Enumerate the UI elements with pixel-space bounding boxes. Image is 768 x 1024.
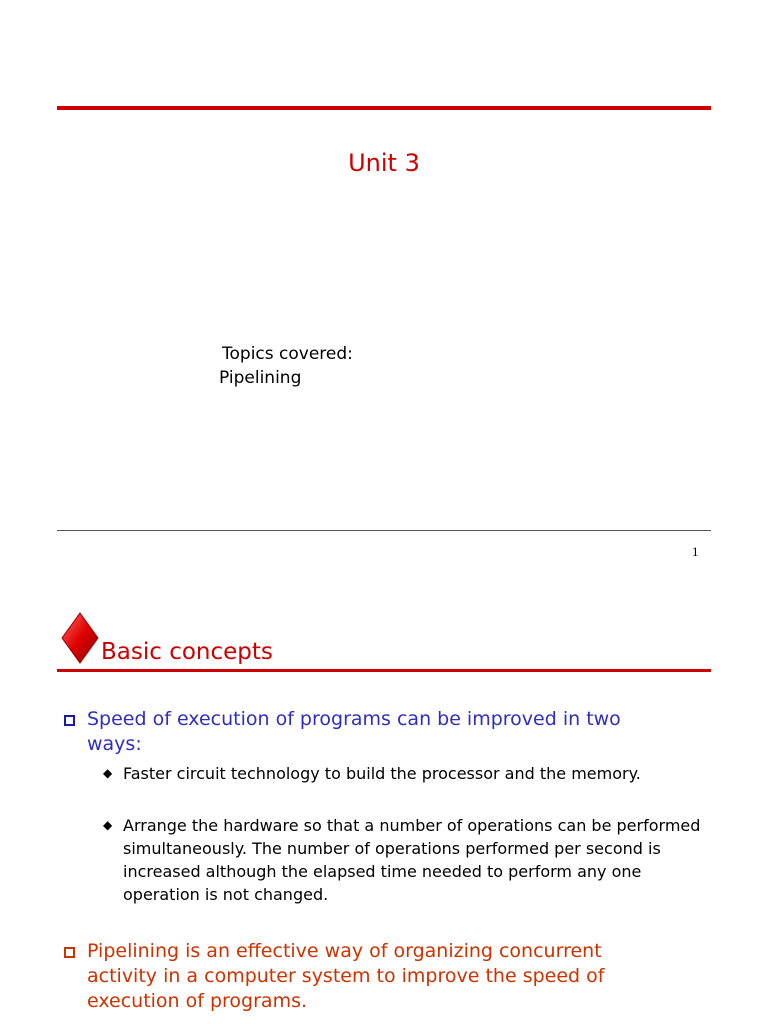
topics-block [219, 342, 353, 390]
top-divider-red [57, 106, 711, 110]
topics-label: Topics covered: [222, 344, 353, 364]
topic-item: Pipelining [219, 368, 302, 388]
checkbox-square-icon [64, 947, 75, 958]
bullet-text: Speed of execution of programs can be improved in two ways: [87, 708, 621, 755]
sub-bullet-item [103, 762, 663, 785]
heading-underline-red [57, 669, 711, 672]
slide-title: Unit 3 [348, 149, 420, 177]
bullet-item [64, 707, 664, 757]
diamond-bullet-icon: ◆ [103, 818, 113, 832]
section-heading: Basic concepts [101, 639, 273, 665]
bullet-text: Pipelining is an effective way of organizing concurrent activity in a computer system to improve the speed of execution of programs. [87, 940, 605, 1012]
sub-bullet-text: Faster circuit technology to build the processor and the memory. [123, 764, 641, 783]
page-number: 1 [692, 544, 699, 559]
bullet-item [64, 939, 664, 1014]
sub-bullet-item [103, 814, 708, 906]
slide-footer-divider [57, 530, 711, 531]
diamond-bullet-icon: ◆ [103, 766, 113, 780]
checkbox-square-icon [64, 715, 75, 726]
red-diamond-icon [61, 612, 99, 664]
sub-bullet-text: Arrange the hardware so that a number of operations can be performed simultaneously. The number of operations performed per second is increased although the elapsed time needed to perform any one operation is not changed. [123, 816, 701, 904]
